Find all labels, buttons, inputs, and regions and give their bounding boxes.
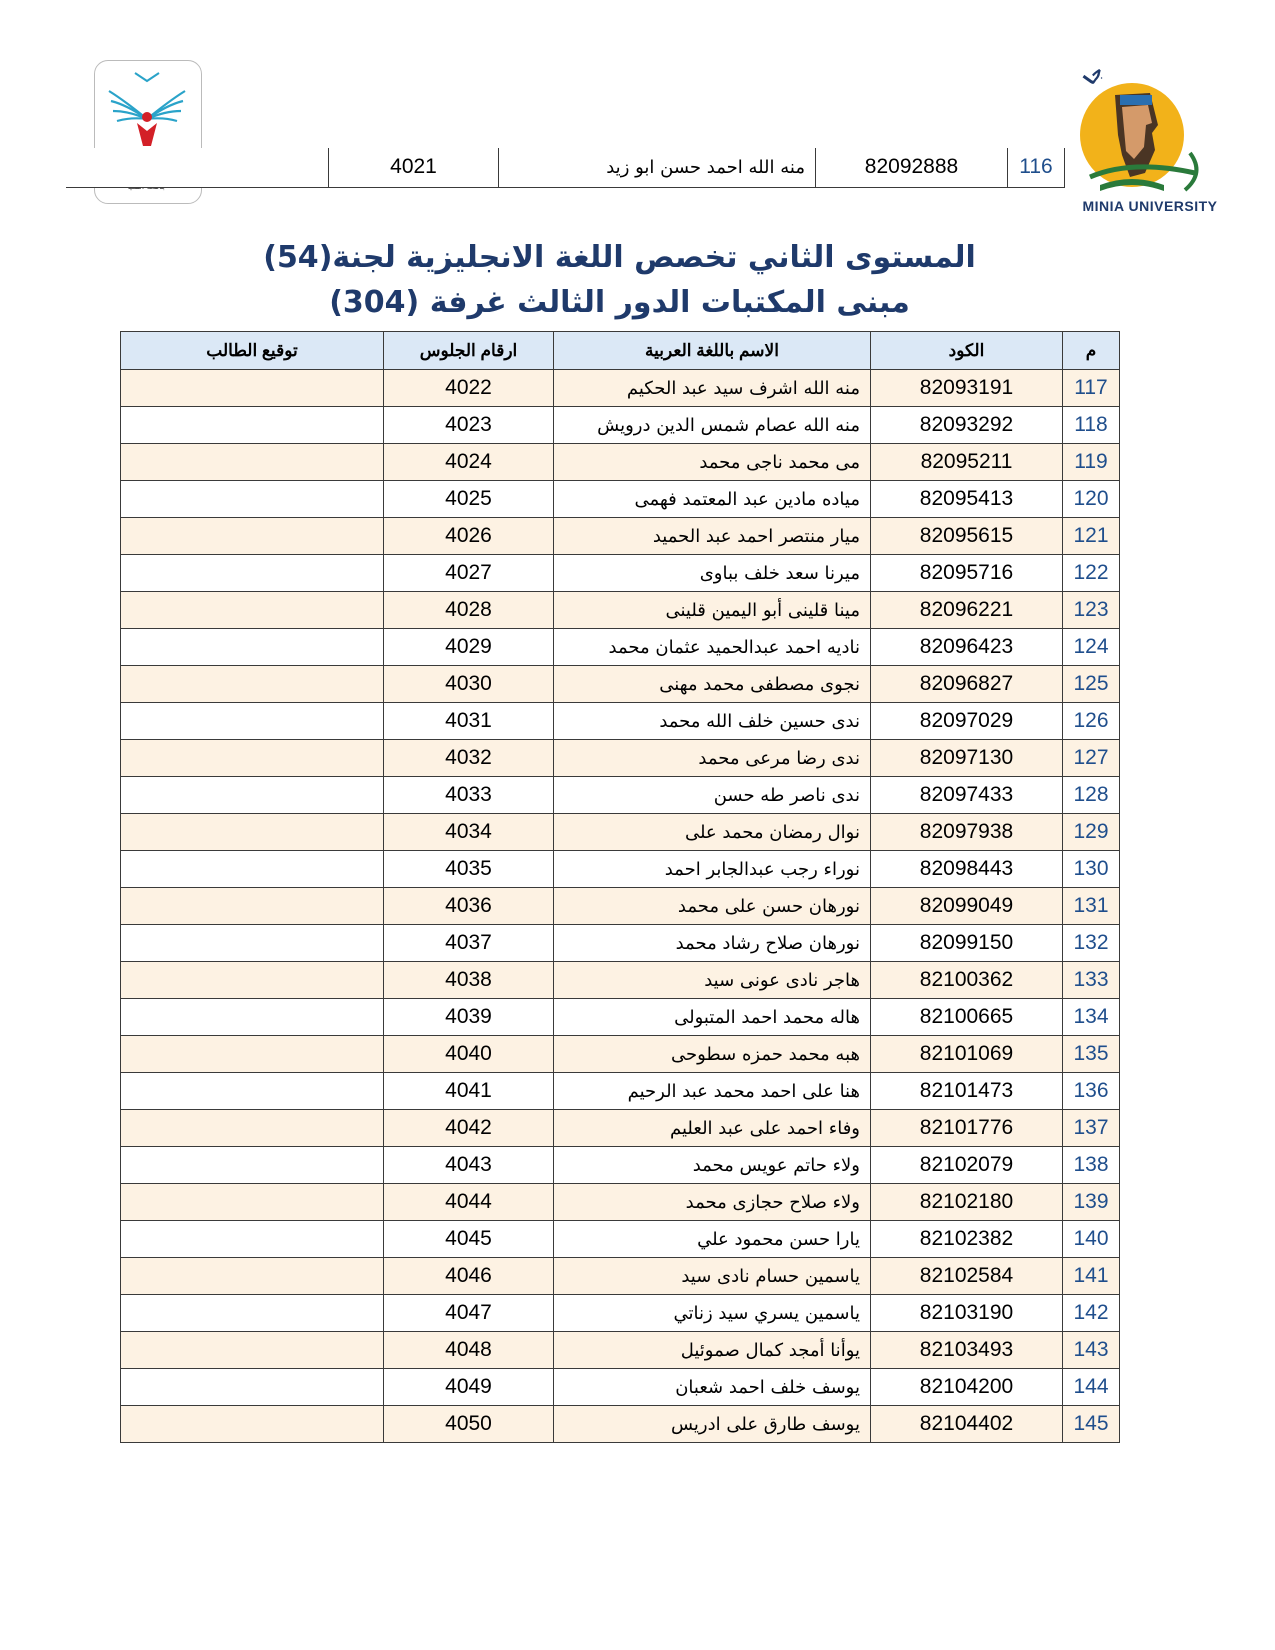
table-row [121, 777, 1120, 814]
cell-code: 82101069 [871, 1036, 1063, 1073]
cell-seat: 4037 [384, 925, 554, 962]
table-body [121, 370, 1120, 1443]
table-row [121, 518, 1120, 555]
cell-code: 82097029 [871, 703, 1063, 740]
cell-no: 123 [1063, 592, 1120, 629]
cell-code: 82095716 [871, 555, 1063, 592]
cell-name: ندى حسين خلف الله محمد [554, 703, 871, 740]
table-row [121, 1184, 1120, 1221]
cell-seat: 4042 [384, 1110, 554, 1147]
cell-name: ندى ناصر طه حسن [554, 777, 871, 814]
cell-code: 82096827 [871, 666, 1063, 703]
cell-code: 82099150 [871, 925, 1063, 962]
cell-signature[interactable] [121, 1184, 384, 1221]
cell-name: ياسمين يسري سيد زناتي [554, 1295, 871, 1332]
cell-signature[interactable] [121, 666, 384, 703]
cell-code: 82096221 [871, 592, 1063, 629]
cell-no: 138 [1063, 1147, 1120, 1184]
cell-seat: 4046 [384, 1258, 554, 1295]
cell-name: ولاء حاتم عويس محمد [554, 1147, 871, 1184]
cell-no: 131 [1063, 888, 1120, 925]
cell-code: 82102584 [871, 1258, 1063, 1295]
cell-code: 82095211 [871, 444, 1063, 481]
cell-seat: 4049 [384, 1369, 554, 1406]
cell-name: نورهان صلاح رشاد محمد [554, 925, 871, 962]
cell-code: 82103493 [871, 1332, 1063, 1369]
table-row [121, 814, 1120, 851]
carry-row-name: منه الله احمد حسن ابو زيد [499, 148, 816, 187]
carry-row-signature [66, 148, 329, 187]
cell-seat: 4038 [384, 962, 554, 999]
cell-seat: 4044 [384, 1184, 554, 1221]
cell-name: ناديه احمد عبدالحميد عثمان محمد [554, 629, 871, 666]
cell-signature[interactable] [121, 1073, 384, 1110]
table-row [121, 1258, 1120, 1295]
cell-seat: 4031 [384, 703, 554, 740]
cell-code: 82103190 [871, 1295, 1063, 1332]
cell-no: 121 [1063, 518, 1120, 555]
table-row [121, 1036, 1120, 1073]
university-logo-arabic: جا [1080, 61, 1108, 89]
cell-code: 82097130 [871, 740, 1063, 777]
cell-signature[interactable] [121, 888, 384, 925]
cell-name: نوراء رجب عبدالجابر احمد [554, 851, 871, 888]
table-header-row [121, 332, 1120, 370]
cell-no: 129 [1063, 814, 1120, 851]
cell-signature[interactable] [121, 1221, 384, 1258]
cell-name: نوال رمضان محمد على [554, 814, 871, 851]
cell-signature[interactable] [121, 777, 384, 814]
carry-row-code: 82092888 [816, 148, 1008, 187]
nefertiti-emblem-icon [1060, 55, 1230, 200]
cell-signature[interactable] [121, 1147, 384, 1184]
cell-seat: 4048 [384, 1332, 554, 1369]
table-row [121, 592, 1120, 629]
cell-no: 134 [1063, 999, 1120, 1036]
students-table [120, 331, 1120, 1443]
cell-no: 118 [1063, 407, 1120, 444]
header-seat: ارقام الجلوس [384, 332, 554, 370]
cell-no: 120 [1063, 481, 1120, 518]
cell-no: 143 [1063, 1332, 1120, 1369]
cell-code: 82101473 [871, 1073, 1063, 1110]
cell-no: 125 [1063, 666, 1120, 703]
cell-signature[interactable] [121, 481, 384, 518]
cell-code: 82099049 [871, 888, 1063, 925]
cell-code: 82095615 [871, 518, 1063, 555]
cell-no: 127 [1063, 740, 1120, 777]
cell-signature[interactable] [121, 851, 384, 888]
cell-code: 82100665 [871, 999, 1063, 1036]
cell-signature[interactable] [121, 555, 384, 592]
cell-signature[interactable] [121, 518, 384, 555]
cell-seat: 4022 [384, 370, 554, 407]
table-row [121, 703, 1120, 740]
cell-name: يوسف خلف احمد شعبان [554, 1369, 871, 1406]
cell-no: 122 [1063, 555, 1120, 592]
cell-name: يوسف طارق على ادريس [554, 1406, 871, 1443]
cell-seat: 4047 [384, 1295, 554, 1332]
carry-row-no: 116 [1008, 148, 1065, 187]
table-row [121, 962, 1120, 999]
cell-seat: 4040 [384, 1036, 554, 1073]
cell-signature[interactable] [121, 407, 384, 444]
cell-seat: 4028 [384, 592, 554, 629]
cell-signature[interactable] [121, 370, 384, 407]
cell-seat: 4034 [384, 814, 554, 851]
cell-seat: 4050 [384, 1406, 554, 1443]
cell-name: هنا على احمد محمد عبد الرحيم [554, 1073, 871, 1110]
cell-no: 124 [1063, 629, 1120, 666]
cell-name: مياده مادين عبد المعتمد فهمى [554, 481, 871, 518]
table-row [121, 370, 1120, 407]
cell-code: 82095413 [871, 481, 1063, 518]
table-row [121, 629, 1120, 666]
cell-code: 82093292 [871, 407, 1063, 444]
carry-row-seat: 4021 [329, 148, 499, 187]
cell-name: وفاء احمد على عبد العليم [554, 1110, 871, 1147]
cell-signature[interactable] [121, 1369, 384, 1406]
cell-name: ندى رضا مرعى محمد [554, 740, 871, 777]
cell-seat: 4026 [384, 518, 554, 555]
cell-signature[interactable] [121, 592, 384, 629]
cell-signature[interactable] [121, 1332, 384, 1369]
table-row [121, 1406, 1120, 1443]
table-row [121, 1147, 1120, 1184]
university-logo-label: MINIA UNIVERSITY [1082, 198, 1218, 214]
cell-signature[interactable] [121, 629, 384, 666]
cell-name: هاجر نادى عونى سيد [554, 962, 871, 999]
table-row [121, 1369, 1120, 1406]
cell-name: ميار منتصر احمد عبد الحميد [554, 518, 871, 555]
cell-no: 133 [1063, 962, 1120, 999]
carry-over-row [120, 148, 1065, 188]
page-title: المستوى الثاني تخصص اللغة الانجليزية لجنة(54) [263, 240, 976, 275]
cell-name: ولاء صلاح حجازى محمد [554, 1184, 871, 1221]
cell-signature[interactable] [121, 1258, 384, 1295]
cell-code: 82101776 [871, 1110, 1063, 1147]
cell-code: 82093191 [871, 370, 1063, 407]
cell-no: 141 [1063, 1258, 1120, 1295]
header-name: الاسم باللغة العربية [554, 332, 871, 370]
page-subtitle: مبنى المكتبات الدور الثالث غرفة (304) [329, 285, 910, 320]
cell-no: 136 [1063, 1073, 1120, 1110]
table-row [121, 740, 1120, 777]
cell-name: يوأنا أمجد كمال صموئيل [554, 1332, 871, 1369]
cell-code: 82102079 [871, 1147, 1063, 1184]
table-row [121, 555, 1120, 592]
cell-seat: 4032 [384, 740, 554, 777]
cell-signature[interactable] [121, 703, 384, 740]
cell-signature[interactable] [121, 962, 384, 999]
cell-code: 82102382 [871, 1221, 1063, 1258]
cell-name: ياسمين حسام نادى سيد [554, 1258, 871, 1295]
cell-no: 139 [1063, 1184, 1120, 1221]
cell-seat: 4024 [384, 444, 554, 481]
cell-signature[interactable] [121, 925, 384, 962]
cell-name: منه الله عصام شمس الدين درويش [554, 407, 871, 444]
table-row [121, 1073, 1120, 1110]
cell-no: 130 [1063, 851, 1120, 888]
table-row [121, 407, 1120, 444]
cell-code: 82104402 [871, 1406, 1063, 1443]
table-row [121, 888, 1120, 925]
cell-seat: 4025 [384, 481, 554, 518]
cell-seat: 4029 [384, 629, 554, 666]
cell-no: 119 [1063, 444, 1120, 481]
cell-no: 135 [1063, 1036, 1120, 1073]
svg-text:جامعة المنيا [1060, 55, 1108, 89]
cell-no: 144 [1063, 1369, 1120, 1406]
table-row [121, 1110, 1120, 1147]
cell-no: 137 [1063, 1110, 1120, 1147]
cell-name: نورهان حسن على محمد [554, 888, 871, 925]
carry-over-table [66, 148, 1066, 188]
cell-name: هبه محمد حمزه سطوحى [554, 1036, 871, 1073]
table-row [121, 1221, 1120, 1258]
cell-signature[interactable] [121, 1406, 384, 1443]
cell-seat: 4045 [384, 1221, 554, 1258]
header-no: م [1063, 332, 1120, 370]
cell-no: 142 [1063, 1295, 1120, 1332]
cell-no: 132 [1063, 925, 1120, 962]
cell-code: 82104200 [871, 1369, 1063, 1406]
table-row [121, 481, 1120, 518]
cell-no: 140 [1063, 1221, 1120, 1258]
cell-code: 82096423 [871, 629, 1063, 666]
table-row [121, 444, 1120, 481]
cell-name: نجوى مصطفى محمد مهنى [554, 666, 871, 703]
table-row [121, 666, 1120, 703]
cell-code: 82102180 [871, 1184, 1063, 1221]
table-row [121, 999, 1120, 1036]
cell-seat: 4036 [384, 888, 554, 925]
cell-code: 82097433 [871, 777, 1063, 814]
cell-name: يارا حسن محمود علي [554, 1221, 871, 1258]
cell-no: 117 [1063, 370, 1120, 407]
cell-seat: 4041 [384, 1073, 554, 1110]
cell-signature[interactable] [121, 1295, 384, 1332]
cell-name: مى محمد ناجى محمد [554, 444, 871, 481]
cell-signature[interactable] [121, 444, 384, 481]
cell-no: 128 [1063, 777, 1120, 814]
cell-no: 145 [1063, 1406, 1120, 1443]
cell-no: 126 [1063, 703, 1120, 740]
table-row [121, 1332, 1120, 1369]
cell-code: 82100362 [871, 962, 1063, 999]
cell-seat: 4030 [384, 666, 554, 703]
cell-seat: 4043 [384, 1147, 554, 1184]
cell-signature[interactable] [121, 740, 384, 777]
cell-name: هاله محمد احمد المتبولى [554, 999, 871, 1036]
cell-code: 82098443 [871, 851, 1063, 888]
cell-signature[interactable] [121, 999, 384, 1036]
cell-seat: 4033 [384, 777, 554, 814]
cell-name: منه الله اشرف سيد عبد الحكيم [554, 370, 871, 407]
cell-seat: 4023 [384, 407, 554, 444]
table-row [121, 1295, 1120, 1332]
cell-seat: 4027 [384, 555, 554, 592]
header-code: الكود [871, 332, 1063, 370]
table-row [121, 925, 1120, 962]
cell-name: مينا قلينى أبو اليمين قلينى [554, 592, 871, 629]
cell-seat: 4035 [384, 851, 554, 888]
cell-signature[interactable] [121, 814, 384, 851]
cell-name: ميرنا سعد خلف بباوى [554, 555, 871, 592]
table-row [121, 851, 1120, 888]
university-logo [1060, 55, 1230, 220]
cell-code: 82097938 [871, 814, 1063, 851]
header-signature: توقيع الطالب [121, 332, 384, 370]
cell-signature[interactable] [121, 1036, 384, 1073]
cell-seat: 4039 [384, 999, 554, 1036]
cell-signature[interactable] [121, 1110, 384, 1147]
